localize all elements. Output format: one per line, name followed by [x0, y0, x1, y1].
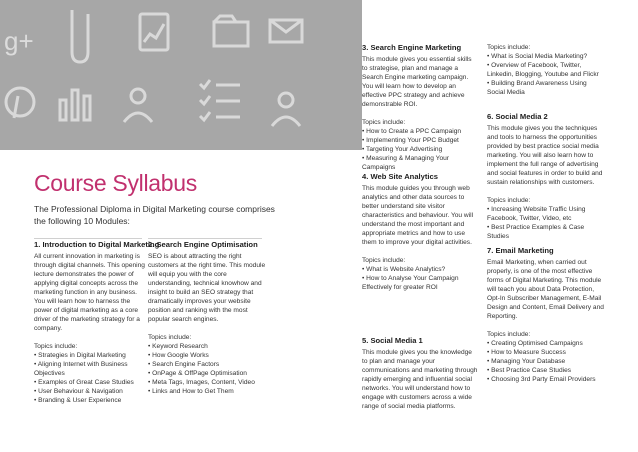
mail-icon — [270, 20, 302, 42]
module-description: All current innovation in marketing is through digital channels. This opening lecture demonstrates the power of applying digital concepts across the marketing function in any business. You will learn how to harness the power of digital marketing as a core driver of the marketing strategy for a company. — [34, 253, 145, 332]
list-item: • Managing Your Database — [487, 358, 566, 365]
topics-list — [487, 205, 605, 241]
module-1 — [34, 240, 160, 405]
list-item: • Search Engine Factors — [148, 361, 220, 368]
list-item: • Overview of Facebook, Twitter, Linkedin, Blogging, Youtube and Flickr — [487, 62, 599, 78]
module-title: 7. Email Marketing — [487, 246, 554, 255]
list-item: • OnPage & OffPage Optimisation — [148, 370, 247, 377]
topics-list — [362, 127, 478, 172]
chart-icon — [60, 90, 90, 120]
topics-label: Topics include: — [148, 334, 192, 341]
module-2 — [148, 240, 266, 396]
paperclip-icon — [72, 10, 88, 62]
module-title: 4. Web Site Analytics — [362, 172, 438, 181]
header-image — [0, 0, 362, 150]
module-4 — [362, 172, 478, 292]
intro-text: The Professional Diploma in Digital Marketing course comprises the following 10 Modules: — [34, 204, 275, 226]
topics-label: Topics include: — [487, 331, 531, 338]
module-description: This module guides you through web analytics and other data sources to better understand site visitor characteristics and behaviour. You will understand the most important and appropriate metrics and how to use them to improve your digital activities. — [362, 185, 474, 246]
list-item: • Meta Tags, Images, Content, Video — [148, 379, 255, 386]
social-icons-collage — [0, 0, 362, 150]
list-item: • User Behaviour & Navigation — [34, 388, 123, 395]
module-title: 3. Search Engine Marketing — [362, 43, 462, 52]
list-item: • Targeting Your Advertising — [362, 146, 443, 153]
topics-label: Topics include: — [487, 44, 531, 51]
checklist-icon — [200, 80, 240, 120]
module-description: This module gives you essential skills to strategise, plan and manage a Search Engine marketing campaign. You will learn how to develop an effective PPC strategy and achieve demonstrable ROI. — [362, 56, 472, 108]
list-item: • Best Practice Examples & Case Studies — [487, 224, 585, 240]
module-description: Email Marketing, when carried out properly, is one of the most effective forms of Digital Marketing. This module will teach you about Data Protection, Opt-In Subscriber Management, E-Mail Design and Content, Email Delivery and Reporting. — [487, 259, 604, 320]
module-3 — [362, 43, 478, 172]
page-title: Course Syllabus — [34, 170, 197, 196]
google-plus-icon — [4, 26, 34, 56]
module-description: This module gives you the techniques and tools to harness the opportunities provided by best practice social media marketing. You will also learn how to implement the full range of advertising and social features in order to build and sustain relationships with customers. — [487, 125, 603, 186]
list-item: • How to Measure Success — [487, 349, 566, 356]
list-item: • How Google Works — [148, 352, 209, 359]
list-item: • What is Website Analytics? — [362, 266, 446, 273]
divider — [34, 238, 142, 239]
module-6 — [487, 112, 605, 241]
folder-icon — [214, 16, 248, 46]
list-item: • Branding & User Experience — [34, 397, 122, 404]
divider — [148, 238, 262, 239]
topics-label: Topics include: — [362, 119, 406, 126]
topics-list — [487, 52, 605, 97]
module-7 — [487, 246, 605, 384]
list-item: • Keyword Research — [148, 343, 208, 350]
list-item: • Choosing 3rd Party Email Providers — [487, 376, 596, 383]
module-title: 2. Search Engine Optimisation — [148, 240, 258, 249]
topics-list — [487, 339, 605, 384]
module-description: SEO is about attracting the right customers at the right time. This module will equip you with the core understanding, technical knowhow and insight to build an SEO strategy that dramatically improves your website position and ranking with the most popular search engines. — [148, 253, 266, 323]
pinterest-icon — [6, 88, 34, 118]
analytics-chart-icon — [140, 14, 168, 50]
list-item: • Links and How to Get Them — [148, 388, 234, 395]
module-description: This module gives you the knowledge to plan and manage your communications and marketing through rapidly emerging and influential social networks. You will understand how to engage with customers across a wide range of social media platforms. — [362, 349, 478, 410]
module-title: 6. Social Media 2 — [487, 112, 548, 121]
list-item: • How to Create a PPC Campaign — [362, 128, 462, 135]
list-item: • Measuring & Managing Your Campaigns — [362, 155, 449, 171]
list-item: • Strategies in Digital Marketing — [34, 352, 126, 359]
list-item: • Increasing Website Traffic Using Facebook, Twitter, Video, etc — [487, 206, 586, 222]
topics-label: Topics include: — [34, 343, 78, 350]
svg-text:g+: g+ — [4, 26, 34, 56]
module-5-topics — [487, 43, 605, 97]
topics-label: Topics include: — [362, 257, 406, 264]
list-item: • How to Analyse Your Campaign Effectively for greater ROI — [362, 275, 459, 291]
topics-list — [34, 351, 146, 405]
module-title: 5. Social Media 1 — [362, 336, 423, 345]
list-item: • Aligning Internet with Business Objectives — [34, 361, 128, 377]
list-item: • Examples of Great Case Studies — [34, 379, 134, 386]
topics-label: Topics include: — [487, 197, 531, 204]
list-item: • Building Brand Awareness Using Social Media — [487, 80, 587, 96]
module-title: 1. Introduction to Digital Marketing — [34, 240, 160, 249]
module-5 — [362, 336, 478, 411]
topics-list — [148, 342, 266, 396]
list-item: • Implementing Your PPC Budget — [362, 137, 459, 144]
list-item: • Best Practice Case Studies — [487, 367, 572, 374]
list-item: • Creating Optimised Campaigns — [487, 340, 583, 347]
topics-list — [362, 265, 478, 292]
list-item: • What is Social Media Marketing? — [487, 53, 588, 60]
people-icon — [124, 89, 300, 126]
